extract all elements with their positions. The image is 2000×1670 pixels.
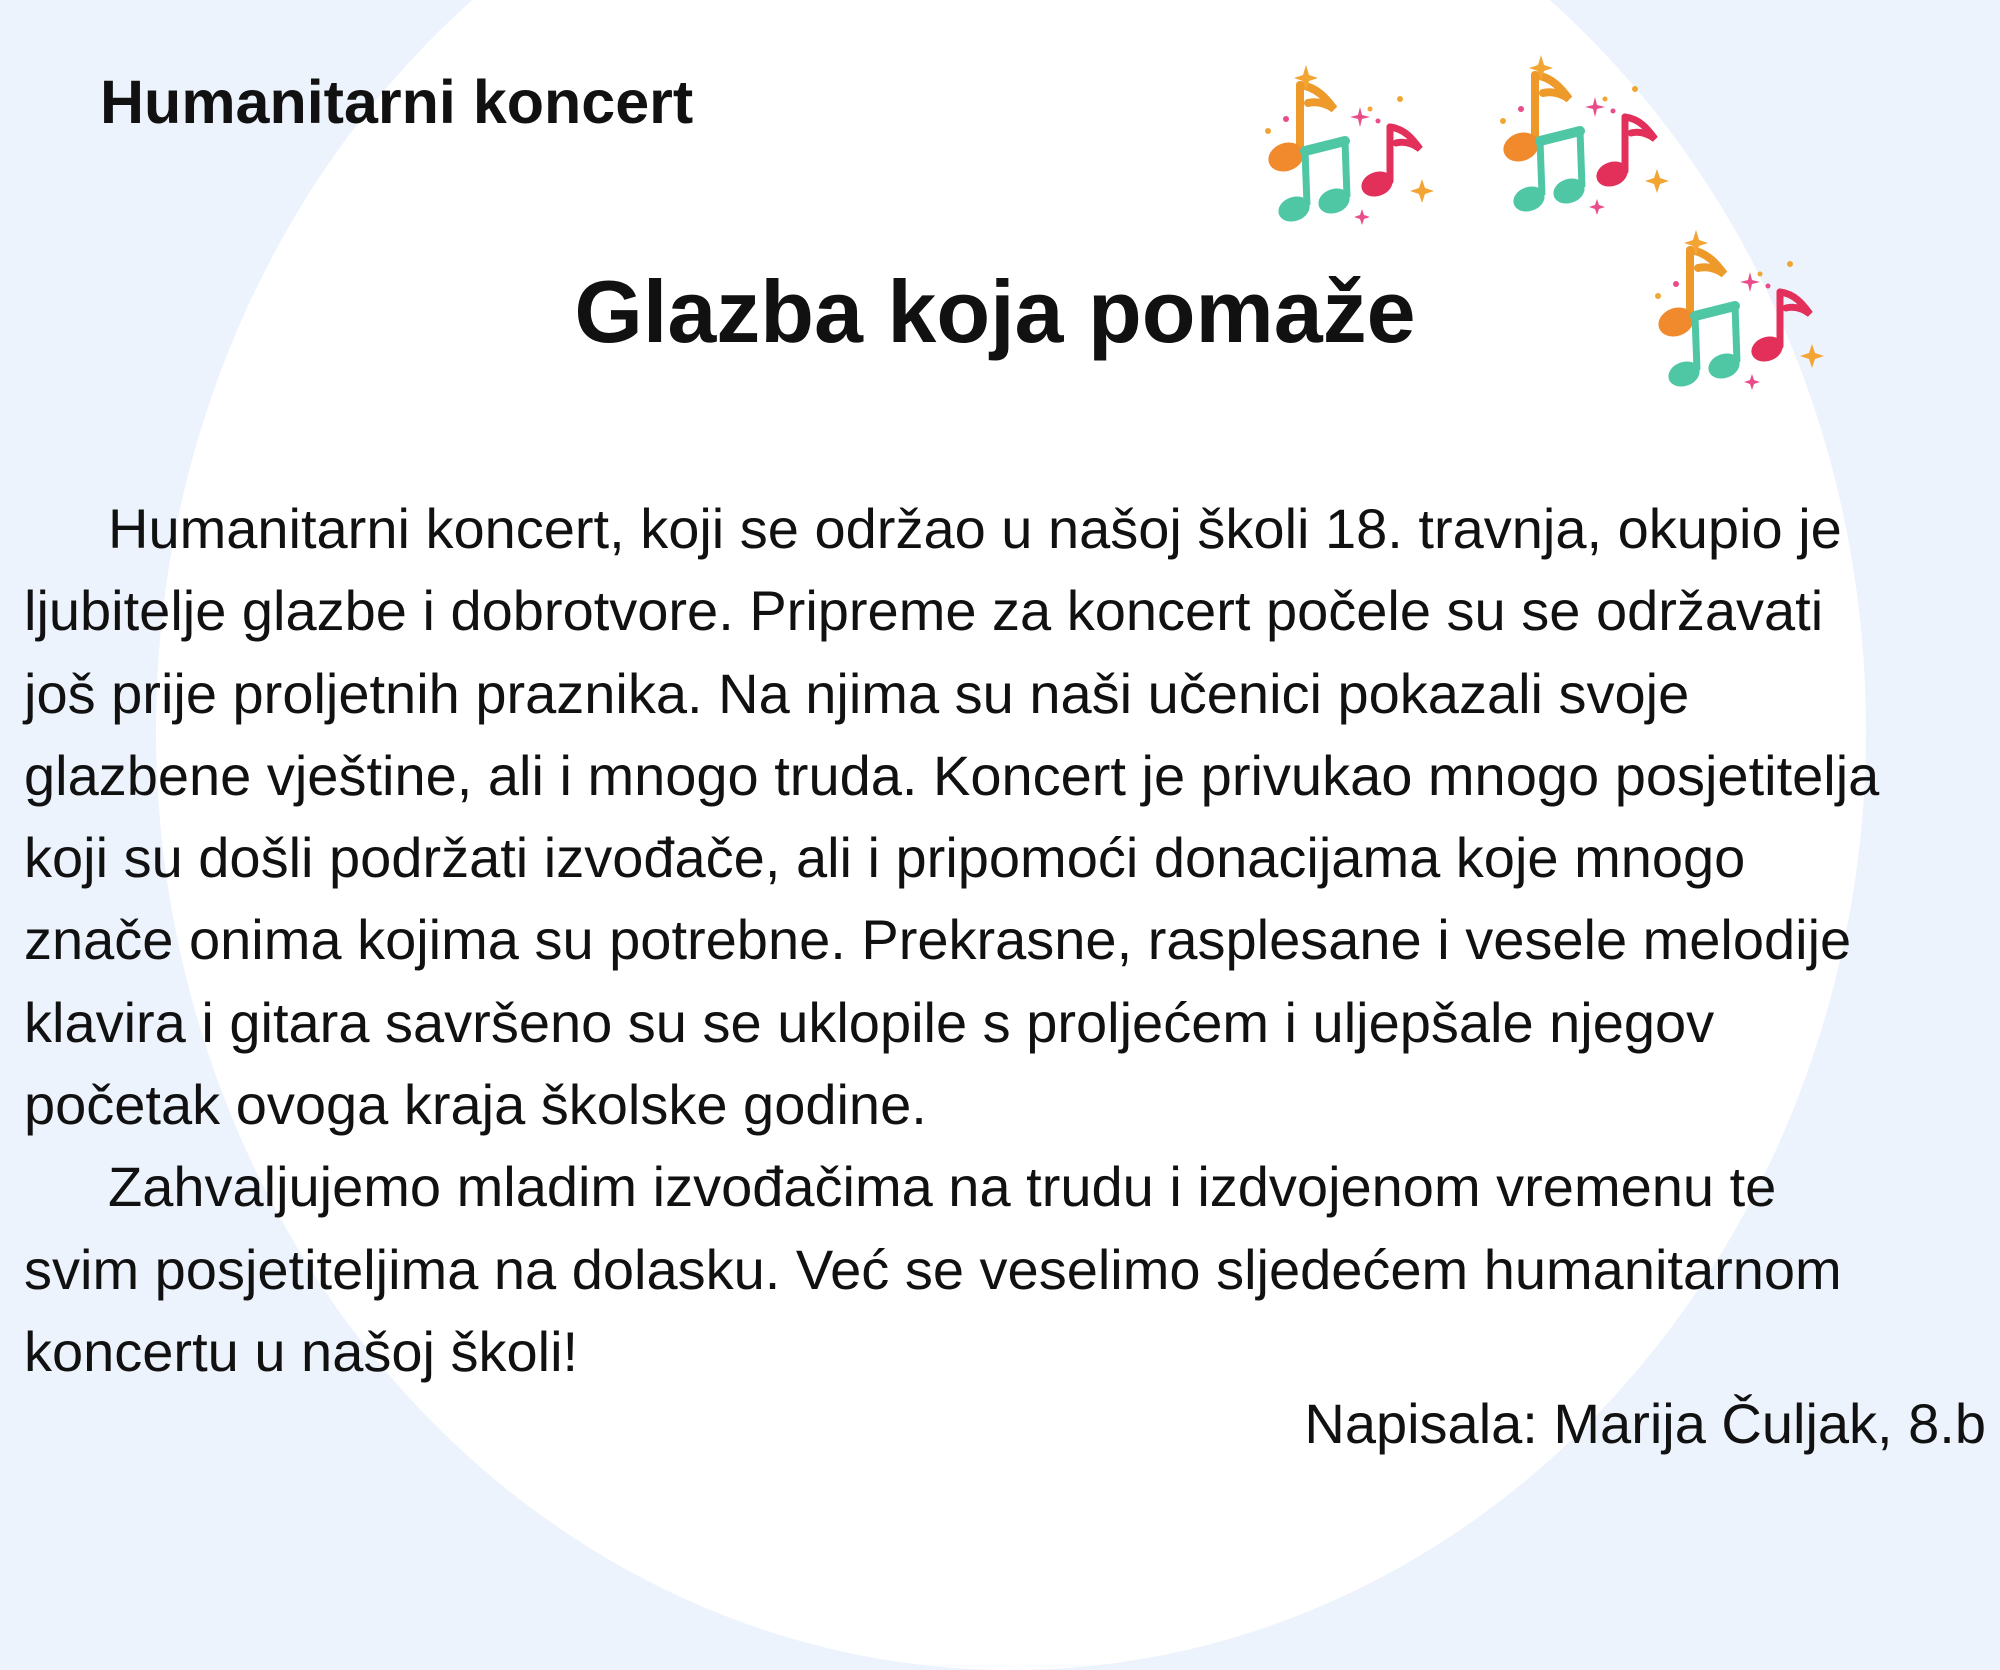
- article-headline: Glazba koja pomaže: [574, 262, 1416, 361]
- paragraph-1-line-8: početak ovoga kraja školske godine.: [24, 1073, 927, 1137]
- article-byline: Napisala: Marija Čuljak, 8.b: [1304, 1392, 1986, 1455]
- paragraph-2-line-3: koncertu u našoj školi!: [24, 1319, 579, 1383]
- paragraph-1-line-5: koji su došli podržati izvođače, ali i pripomoći donacijama koje mnogo: [24, 826, 1746, 890]
- paragraph-2-line-1: Zahvaljujemo mladim izvođačima na trudu i izdvojenom vremenu te: [108, 1155, 1777, 1219]
- section-kicker: Humanitarni koncert: [100, 68, 694, 136]
- article-body: [24, 488, 2000, 1393]
- paragraph-1-line-2: ljubitelje glazbe i dobrotvore. Pripreme za koncert počele su se održavati: [24, 579, 1824, 643]
- paragraph-1-line-4: glazbene vještine, ali i mnogo truda. Koncert je privukao mnogo posjetitelja: [24, 743, 1880, 807]
- paragraph-1-line-6: znače onima kojima su potrebne. Prekrasne, rasplesane i vesele melodije: [24, 908, 1852, 972]
- paragraph-1-line-7: klavira i gitara savršeno su se uklopile s proljećem i uljepšale njegov: [24, 990, 1715, 1054]
- paragraph-1-line-3: još prije proljetnih praznika. Na njima su naši učenici pokazali svoje: [24, 661, 1690, 725]
- paragraph-2-line-2: svim posjetiteljima na dolasku. Već se veselimo sljedećem humanitarnom: [24, 1237, 1842, 1301]
- paragraph-1-line-1: Humanitarni koncert, koji se održao u našoj školi 18. travnja, okupio je: [108, 497, 1842, 560]
